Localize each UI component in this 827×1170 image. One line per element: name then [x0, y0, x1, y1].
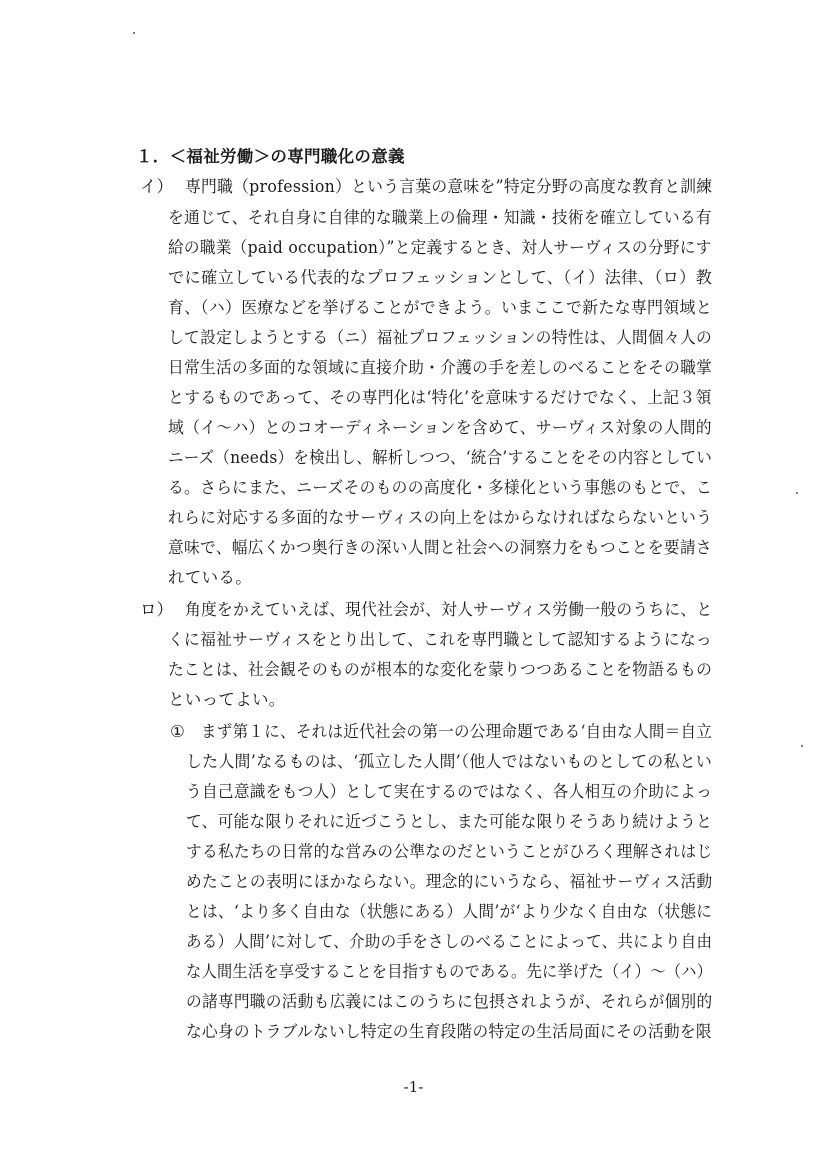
item-1-line-7: とは、‘より多く自由な（状態にある）人間’が‘より少なく自由な（状態に	[186, 902, 713, 921]
item-1-line-3: う自己意識をもつ人）として実在するのではなく、各人相互の介助によっ	[186, 782, 713, 801]
section-i-line-5: 育、（ハ）医療などを挙げることができよう。いまここで新たな専門領域と	[168, 298, 712, 317]
section-i-line-1: 専門職（profession）という言葉の意味を”特定分野の高度な教育と訓練	[185, 177, 713, 196]
section-i-marker: イ）	[140, 177, 173, 196]
section-i-line-4: でに確立している代表的なプロフェッションとして、（イ）法律、（ロ）教	[168, 268, 713, 287]
section-i-line-14: れている。	[168, 568, 252, 587]
speck-right	[796, 492, 798, 494]
item-1-line-5: する私たちの日常的な営みの公準なのだということがひろく理解されはじ	[186, 842, 713, 861]
item-1-line-4: て、可能な限りそれに近づこうとし、また可能な限りそうあり続けようと	[186, 812, 713, 831]
section-ro-line-4: といってよい。	[168, 690, 286, 709]
item-1-line-8: ある）人間’に対して、介助の手をさしのべることによって、共により自由	[186, 932, 713, 951]
speck-top	[133, 32, 135, 34]
section-ro-line-2: くに福祉サーヴィスをとり出して、これを専門職として認知するようになっ	[168, 630, 712, 649]
item-1-marker: ①	[170, 722, 185, 741]
section-i-line-12: れらに対応する多面的なサーヴィスの向上をはからなければならないという	[168, 508, 713, 527]
section-i-line-8: とするものであって、その専門化は‘特化’を意味するだけでなく、上記３領	[168, 388, 712, 407]
section-i-line-11: る。さらにまた、ニーズそのものの高度化・多様化という事態のもとで、こ	[168, 478, 713, 497]
item-1-line-11: な心身のトラブルないし特定の生育段階の特定の生活局面にその活動を限	[186, 1022, 712, 1041]
section-i-line-10: ニーズ（needs）を検出し、解析しつつ、‘統合’することをその内容としてい	[168, 448, 713, 467]
section-ro-line-1: 角度をかえていえば、現代社会が、対人サーヴィス労働一般のうちに、と	[185, 600, 713, 619]
section-heading: １．＜福祉労働＞の専門職化の意義	[136, 147, 405, 166]
section-i-line-3: 給の職業（paid occupation）”と定義するとき、対人サーヴィスの分野にす	[168, 238, 712, 257]
section-ro-line-3: たことは、社会観そのものが根本的な変化を蒙りつつあることを物語るもの	[168, 660, 713, 679]
item-1-line-2: した人間’なるものは、‘孤立した人間’（他人ではないものとしての私とい	[186, 752, 713, 771]
page-number: -1-	[403, 1078, 424, 1096]
speck-right-lower	[801, 745, 803, 747]
item-1-line-6: めたことの表明にほかならない。理念的にいうなら、福祉サーヴィス活動	[186, 872, 713, 891]
section-i-line-7: 日常生活の多面的な領域に直接介助・介護の手を差しのべることをその職掌	[168, 358, 713, 377]
item-1-line-10: の諸専門職の活動も広義にはこのうちに包摂されようが、それらが個別的	[186, 992, 713, 1011]
item-1-line-9: な人間生活を享受することを目指すものである。先に挙げた（イ）～（ハ）	[186, 962, 713, 981]
section-i-line-2: を通じて、それ自身に自律的な職業上の倫理・知識・技術を確立している有	[168, 208, 712, 227]
section-i-line-6: して設定しようとする（ニ）福祉プロフェッションの特性は、人間個々人の	[168, 328, 713, 347]
section-i-line-13: 意味で、幅広くかつ奥行きの深い人間と社会への洞察力をもつことを要請さ	[168, 538, 712, 557]
section-i-line-9: 域（イ～ハ）とのコオーディネーションを含めて、サーヴィス対象の人間的	[168, 418, 712, 437]
section-ro-marker: ロ）	[140, 600, 173, 619]
item-1-line-1: まず第１に、それは近代社会の第一の公理命題である‘自由な人間＝自立	[201, 722, 713, 741]
